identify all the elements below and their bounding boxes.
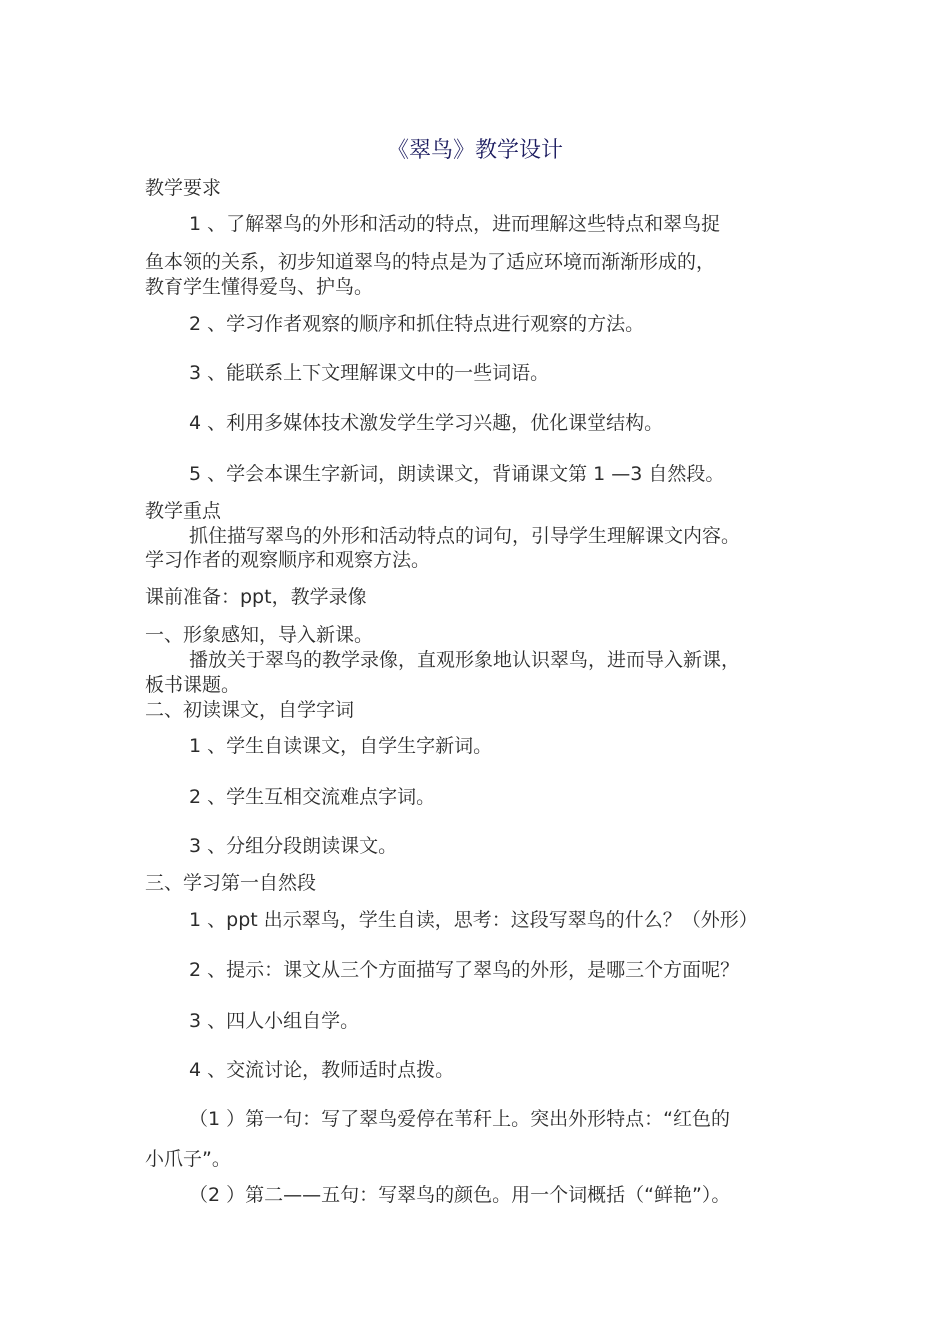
requirement-3: 3 、能联系上下文理解课文中的一些词语。 (189, 362, 550, 384)
section-3-heading: 三、学习第一自然段 (145, 872, 317, 894)
prep-line: 课前准备：ppt，教学录像 (145, 586, 367, 608)
section-3-item-1: 1 、ppt 出示翠鸟，学生自读，思考：这段写翠鸟的什么？（外形） (189, 909, 758, 931)
section-2-item-1: 1 、学生自读课文，自学生字新词。 (189, 735, 493, 757)
requirements-heading: 教学要求 (145, 177, 222, 199)
section-3-sub-2: （2 ）第二——五句：写翠鸟的颜色。用一个词概括（“鲜艳”）。 (189, 1184, 731, 1206)
document-title: 《翠鸟》教学设计 (386, 138, 563, 163)
section-3-sub-1-line-1: （1 ）第一句：写了翠鸟爱停在苇秆上。突出外形特点：“红色的 (189, 1108, 730, 1130)
section-2-heading: 二、初读课文，自学字词 (145, 699, 355, 721)
section-3-item-3: 3 、四人小组自学。 (189, 1010, 360, 1032)
section-3-sub-1-line-2: 小爪子”。 (145, 1148, 231, 1170)
requirement-5: 5 、学会本课生字新词，朗读课文，背诵课文第 1 —3 自然段。 (189, 463, 725, 485)
requirement-1-line-2: 鱼本领的关系，初步知道翠鸟的特点是为了适应环境而渐渐形成的， (145, 251, 716, 273)
requirement-4: 4 、利用多媒体技术激发学生学习兴趣，优化课堂结构。 (189, 412, 664, 434)
section-3-item-4: 4 、交流讨论，教师适时点拨。 (189, 1059, 455, 1081)
key-points-heading: 教学重点 (145, 500, 222, 522)
requirement-2: 2 、学习作者观察的顺序和抓住特点进行观察的方法。 (189, 313, 645, 335)
section-2-item-2: 2 、学生互相交流难点字词。 (189, 786, 436, 808)
requirement-1-line-1: 1 、了解翠鸟的外形和活动的特点，进而理解这些特点和翠鸟捉 (189, 213, 721, 235)
section-1-heading: 一、形象感知，导入新课。 (145, 624, 374, 646)
section-2-item-3: 3 、分组分段朗读课文。 (189, 835, 398, 857)
requirement-1-line-3: 教育学生懂得爱鸟、护鸟。 (145, 276, 374, 298)
section-1-line-1: 播放关于翠鸟的教学录像，直观形象地认识翠鸟，进而导入新课， (189, 649, 741, 671)
key-points-line-1: 抓住描写翠鸟的外形和活动特点的词句，引导学生理解课文内容。 (189, 525, 741, 547)
section-1-line-2: 板书课题。 (145, 674, 241, 696)
key-points-line-2: 学习作者的观察顺序和观察方法。 (145, 549, 431, 571)
section-3-item-2: 2 、提示：课文从三个方面描写了翠鸟的外形，是哪三个方面呢？ (189, 959, 740, 981)
